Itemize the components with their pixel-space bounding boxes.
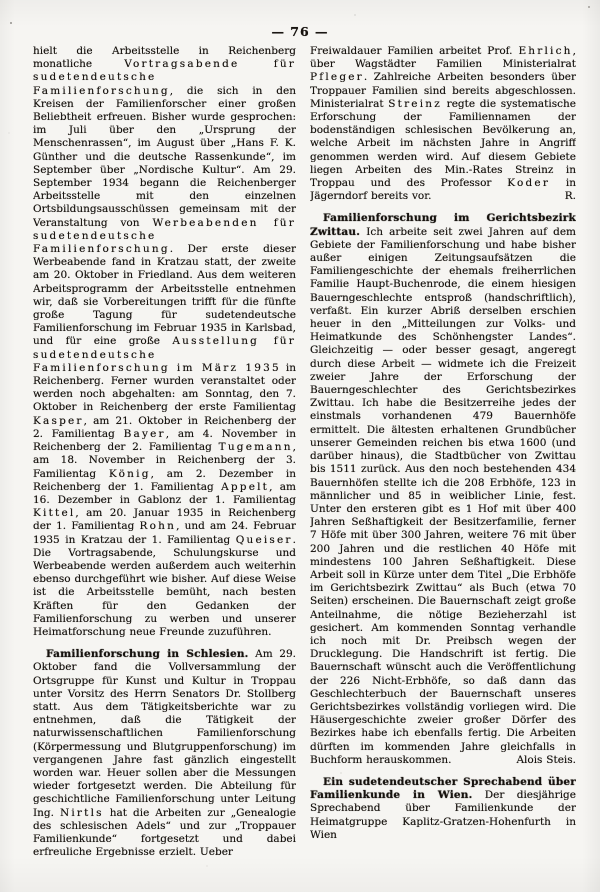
text-segment: , am 21. Oktober in Reichenberg der 2. Familientag	[33, 414, 296, 440]
emphasized-spaced-text: Queiser	[235, 533, 293, 546]
paragraph	[310, 45, 576, 203]
text-segment: , am 2. Dezember in Reichenberg der 1. Familientag	[33, 467, 296, 493]
paragraph	[33, 45, 296, 639]
text-segment: , am 18. November in Reichenberg der 3. Familientag	[33, 441, 296, 480]
text-segment: Freiwaldauer Familien arbeitet Prof.	[310, 45, 519, 57]
page-number: — 76 —	[271, 24, 329, 39]
emphasized-spaced-text: König	[108, 467, 151, 480]
column-left	[33, 45, 296, 859]
text-segment: Der diesjährige Sprechabend über Familienkunde der Heimatgruppe Kaplitz-Gratzen-Hohenfurth in Wien	[310, 789, 576, 841]
emphasized-spaced-text: Vortragsabende für sudetendeutsche Familienforschung	[33, 58, 296, 97]
text-segment: . Die Vortragsabende, Schulungskurse und Werbeabende werden außerdem auch weiterhin ebenso durchgeführt wie bisher. Auf diese Weise ist die Arbeitsstelle bemüht, nach besten Kräften für den Gedanken der Familienforschung zu werben und unserer Heimatforschung neue Freunde zuzuführen.	[33, 533, 296, 638]
paragraph-lead: Familienforschung in Schlesien.	[46, 648, 249, 661]
emphasized-spaced-text: Streinz	[388, 97, 442, 110]
text-segment: in Jägerndorf bereits vor.	[310, 177, 576, 203]
paragraph	[33, 648, 296, 859]
text-segment: in Reichenberg. Ferner wurden veranstaltet oder werden noch abgehalten: am Sonntag, den 7. Oktober in Reichenberg der erste Familientag	[33, 361, 296, 414]
paragraph	[310, 212, 576, 767]
paragraph	[310, 776, 576, 842]
text-segment: hat die Arbeiten zur „Genealogie des schlesischen Adels“ und zur „Troppauer Familienkunde“ fortgesetzt und dabei erfreuliche Ergebnisse erzielt. Ueber	[33, 806, 296, 859]
text-segment: regte die systematische Erforschung der Familiennamen der bodenständigen schlesischen Bevölkerung an, welche Arbeit im nächsten Jahre in Angriff genommen werden wird. Auf diesem Gebiete liegen Arbeiten des Min.-Rates Streinz in Troppau und des Professor	[310, 97, 576, 190]
emphasized-spaced-text: Koder	[507, 177, 551, 190]
signature: R.	[564, 190, 576, 203]
emphasized-spaced-text: Kasper	[33, 414, 84, 427]
text-segment: , die sich in den Kreisen der Familienforscher einer großen Beliebtheit erfreuen. Bisher wurde gesprochen: im Juli über den „Ursprung der Menschenrassen“, im August über „Hans F. K. Günther und die deutsche Rassenkunde“, im September über „Nordische Kultur“. Am 29. September 1934 begann die Reichenberger Arbeitsstelle mit den einzelnen Ortsbildungsausschüssen gemeinsam mit der Veranstaltung von	[33, 84, 296, 229]
emphasized-spaced-text: Rohn	[139, 520, 177, 533]
paragraph-lead: Familienforschung im Gerichtsbezirk Zwittau.	[310, 212, 576, 238]
emphasized-spaced-text: Werbeabenden für sudetendeutsche Familienforschung	[33, 216, 296, 256]
text-segment: , und am 24. Februar 1935 in Kratzau der 1. Familientag	[33, 520, 296, 546]
emphasized-spaced-text: Kittel	[33, 507, 76, 520]
text-segment: , am 4. November in Reichenberg der 2. Familientag	[33, 427, 296, 454]
text-segment: , am 20. Januar 1935 in Reichenberg der 1. Familientag	[33, 507, 296, 533]
text-segment: , über Wagstädter Familien Ministerialrat	[310, 45, 576, 71]
emphasized-spaced-text: Bayer	[123, 427, 166, 440]
text-segment: , am 16. Dezember in Gablonz der 1. Familientag	[33, 480, 296, 506]
text-segment: Am 29. Oktober fand die Vollversammlung der Ortsgruppe für Kunst und Kultur in Troppau unter Vorsitz des Herrn Senators Dr. Stollberg statt. Aus dem Tätigkeitsberichte war zu entnehmen, daß die Tätigkeit der naturwissenschaftlichen Familienforschung (Körpermessung und Blutgruppenforschung) im vergangenen Jahre fast gänzlich eingestellt worden war. Heuer sollen aber die Messungen wieder fortgesetzt werden. Die Abteilung für geschichtliche Familienforschung unter Leitung Ing.	[33, 648, 296, 819]
signature: Alois Steis.	[516, 753, 576, 766]
paragraph-lead: Ein sudetendeutscher Sprechabend über Familienkunde in Wien.	[310, 775, 576, 802]
emphasized-spaced-text: Ehrlich	[518, 45, 573, 57]
text-segment: . Der erste dieser Werbeabende fand in Kratzau statt, der zweite am 20. Oktober in Friedland. Aus dem weiteren Arbeitsprogramm der Arbeitsstelle entnehmen wir, daß sie Vorbereitungen trifft für die fünfte große Tagung für sudetendeutsche Familienforschung im Februar 1935 in Karlsbad, und für eine große	[33, 243, 296, 348]
column-right	[310, 45, 576, 842]
emphasized-spaced-text: Pfleger	[310, 71, 364, 84]
two-column-text-block	[0, 39, 600, 859]
text-segment: Ich arbeite seit zwei Jahren auf dem Gebiete der Familienforschung und habe bisher außer einigen Zeitungsaufsätzen die Familiengeschichte der ehemals freiherrlichen Familie Haupt-Buchenrode, die einem hiesigen Bauerngeschlechte entsproß (handschriftlich), verfaßt. Ein kurzer Abriß derselben erschien heuer in den „Mitteilungen zur Volks- und Heimatkunde des Schönhengster Landes“. Gleichzeitig — oder besser gesagt, angeregt durch diese Arbeit — widmete ich die Freizeit zweier Jahre der Erforschung der Bauerngeschlechter des Gerichtsbezirkes Zwittau. Ich habe die Besitzerreihe jedes der einstmals vorhandenen 479 Bauernhöfe ermittelt. Die ältesten erhaltenen Grundbücher unserer Gemeinden reichen bis etwa 1600 (und darüber hinaus), die Stadtbücher von Zwittau bis 1511 zurück. Aus den noch bestehenden 434 Bauernhöfen stellte ich die 208 Erbhöfe, 123 in männlicher und 85 in weiblicher Linie, fest. Unter den ersteren gibt es 1 Hof mit über 400 Jahren Seßhaftigkeit der Besitzerfamilie, ferner 7 Höfe mit über 300 Jahren, weitere 76 mit über 200 Jahren und die restlichen 40 Höfe mit mindestens 100 Jahren Seßhaftigkeit. Diese Arbeit soll in Kürze unter dem Titel „Die Erbhöfe im Gerichtsbezirk Zwittau“ als Buch (etwa 70 Seiten) erscheinen. Die Bauernschaft zeigt große Anteilnahme, die nötige Bezieherzahl ist gesichert. Am kommenden Sonntag verhandle ich noch mit Dr. Preibsch wegen der Drucklegung. Die Handschrift ist fertig. Die Bauernschaft wünscht auch die Veröffentlichung der 226 Nicht-Erbhöfe, so daß dann das Geschlechterbuch der Bauernschaft unseres Gerichtsbezirkes vollständig vorliegen wird. Die Häusergeschichte zweier großer Dörfer des Bezirkes habe ich ebenfalls fertig. Die Arbeiten dürften im kommenden Jahre gleichfalls in Buchform herauskommen.	[310, 225, 576, 766]
emphasized-spaced-text: Ausstellung für sudetendeutsche Familienforschung im März 1935	[33, 335, 296, 374]
emphasized-spaced-text: Tugemann	[218, 441, 293, 454]
text-segment: . Zahlreiche Arbeiten besonders über Troppauer Familien sind bereits abgeschlossen. Ministerialrat	[310, 71, 576, 110]
emphasized-spaced-text: Appelt	[221, 480, 270, 493]
emphasized-spaced-text: Nirtls	[59, 806, 104, 819]
text-segment: hielt die Arbeitsstelle in Reichenberg monatliche	[33, 45, 296, 71]
